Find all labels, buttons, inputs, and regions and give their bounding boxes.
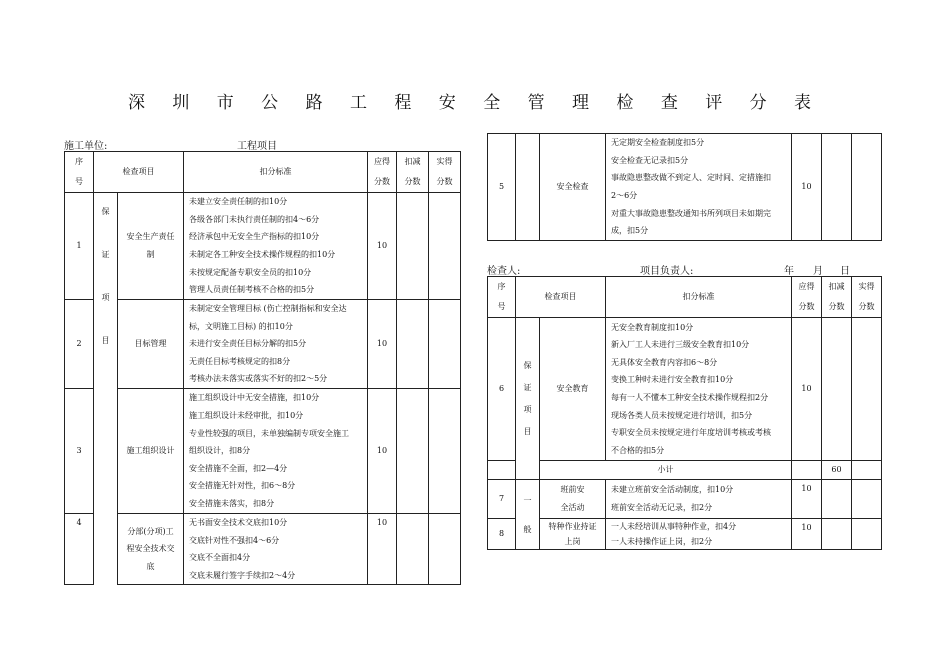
- actual-score-cell[interactable]: [429, 389, 461, 514]
- deduct-score-cell[interactable]: [397, 193, 429, 300]
- check-item: 特种作业持证 上岗: [540, 519, 606, 550]
- due-score: 10: [792, 519, 822, 550]
- deduct-score-cell[interactable]: [397, 389, 429, 514]
- inspector-label: 检查人:: [487, 266, 521, 277]
- criteria: 无安全教育制度扣10分 新入厂工人未进行三级安全教育扣10分 无具体安全教育内容扣6～8分 变换工种时未进行安全教育扣10分 每有一人不懂本工种安全技术操作规程扣2分 现场各类人员未按规定进行培训，扣5分 专职安全员未按规定进行年度培训考核或考核 不合格的扣5分: [606, 318, 792, 461]
- criteria: 无书面安全技术交底扣10分 交底针对性不强扣4～6分 交底不全面扣4分 交底未履行签字手续扣2～4分: [184, 514, 368, 585]
- check-item: 安全生产责任 制: [118, 193, 184, 300]
- criteria: 未建立安全责任制的扣10分 各级各部门未执行责任制的扣4～6分 经济承包中无安全生产指标的扣10分 未制定各工种安全技术操作规程的扣10分 未按规定配备专职安全员的扣10分 管理人员责任制考核不合格的扣5分: [184, 193, 368, 300]
- criteria: 无定期安全检查制度扣5分 安全检查无记录扣5分 事故隐患整改做不到定人、定时间、定措施扣 2～6分 对重大事故隐患整改通知书所列项目未如期完 成，扣5分: [606, 134, 792, 241]
- due-score: 10: [368, 514, 397, 585]
- project-leader-label: 项目负责人:: [640, 266, 694, 277]
- actual-score-cell[interactable]: [852, 480, 882, 519]
- actual-score-cell[interactable]: [852, 519, 882, 550]
- subtotal-label: 小计: [540, 461, 792, 480]
- criteria: 一人未经培训从事特种作业，扣4分 一人未持操作证上岗，扣2分: [606, 519, 792, 550]
- construction-unit-label: 施工单位:: [64, 141, 108, 152]
- row-number: 3: [65, 389, 94, 514]
- deduct-score-cell[interactable]: [822, 519, 852, 550]
- actual-score-cell[interactable]: [429, 193, 461, 300]
- row-number: 4: [65, 514, 94, 585]
- header-actual: 实得 分数: [852, 277, 882, 318]
- deduct-score-cell[interactable]: [822, 318, 852, 461]
- month-label: 月: [813, 266, 823, 277]
- right-top-table: [487, 133, 882, 241]
- due-score: 10: [792, 480, 822, 519]
- actual-score-cell[interactable]: [852, 318, 882, 461]
- header-standard: 扣分标准: [606, 277, 792, 318]
- year-label: 年: [784, 266, 794, 277]
- day-label: 日: [840, 266, 850, 277]
- header-due: 应得 分数: [368, 152, 397, 193]
- due-score: 10: [792, 134, 822, 241]
- header-standard: 扣分标准: [184, 152, 368, 193]
- due-score: 10: [792, 318, 822, 461]
- due-score: 10: [368, 300, 397, 389]
- category-cell: [516, 134, 540, 241]
- header-seq: 序 号: [65, 152, 94, 193]
- actual-score-cell[interactable]: [852, 134, 882, 241]
- deduct-score-cell[interactable]: [397, 514, 429, 585]
- form-title: 深 圳 市 公 路 工 程 安 全 管 理 检 查 评 分 表: [127, 93, 823, 113]
- check-item: 分部(分项)工 程安全技术交 底: [118, 514, 184, 585]
- deduct-score-cell[interactable]: [397, 300, 429, 389]
- subtotal-blank: [792, 461, 822, 480]
- row-number: 5: [488, 134, 516, 241]
- right-score-table: [487, 276, 882, 550]
- check-item: 施工组织设计: [118, 389, 184, 514]
- criteria: 施工组织设计中无安全措施，扣10分 施工组织设计未经审批，扣10分 专业性较强的项目，未单独编制专项安全施工 组织设计，扣8分 安全措施不全面，扣2—4分 安全措施无针对性，扣6～8分 安全措施未落实，扣8分: [184, 389, 368, 514]
- actual-score-cell[interactable]: [429, 514, 461, 585]
- due-score: 10: [368, 193, 397, 300]
- due-score: 10: [368, 389, 397, 514]
- deduct-score-cell[interactable]: [822, 480, 852, 519]
- category-guarantee: 保 证 项 目: [94, 193, 118, 585]
- row-number: 7: [488, 480, 516, 519]
- deduct-score-cell[interactable]: [822, 134, 852, 241]
- header-actual: 实得 分数: [429, 152, 461, 193]
- check-item: 班前安 全活动: [540, 480, 606, 519]
- check-item: 安全教育: [540, 318, 606, 461]
- category-guarantee: 保 证 项 目: [516, 318, 540, 480]
- header-due: 应得 分数: [792, 277, 822, 318]
- check-item: 安全检查: [540, 134, 606, 241]
- header-item: 检查项目: [94, 152, 184, 193]
- actual-score-cell[interactable]: [429, 300, 461, 389]
- row-number: 1: [65, 193, 94, 300]
- left-score-table: [64, 151, 461, 585]
- subtotal-score: 60: [822, 461, 852, 480]
- project-label: 工程项目: [237, 141, 277, 152]
- criteria: 未建立班前安全活动制度，扣10分 班前安全活动无记录，扣2分: [606, 480, 792, 519]
- row-number: 2: [65, 300, 94, 389]
- header-deduct: 扣减 分数: [822, 277, 852, 318]
- header-item: 检查项目: [516, 277, 606, 318]
- row-number: 6: [488, 318, 516, 461]
- header-deduct: 扣减 分数: [397, 152, 429, 193]
- header-seq: 序 号: [488, 277, 516, 318]
- criteria: 未制定安全管理目标 (伤亡控制指标和安全达 标，文明施工目标) 的扣10分 未进行安全责任目标分解的扣5分 无责任目标考核规定的扣8分 考核办法未落实或落实不好的扣2～5分: [184, 300, 368, 389]
- subtotal-seq-cell: [488, 461, 516, 480]
- check-item: 目标管理: [118, 300, 184, 389]
- deduct-score-cell[interactable]: [852, 461, 882, 480]
- row-number: 8: [488, 519, 516, 550]
- category-general: 一 般: [516, 480, 540, 550]
